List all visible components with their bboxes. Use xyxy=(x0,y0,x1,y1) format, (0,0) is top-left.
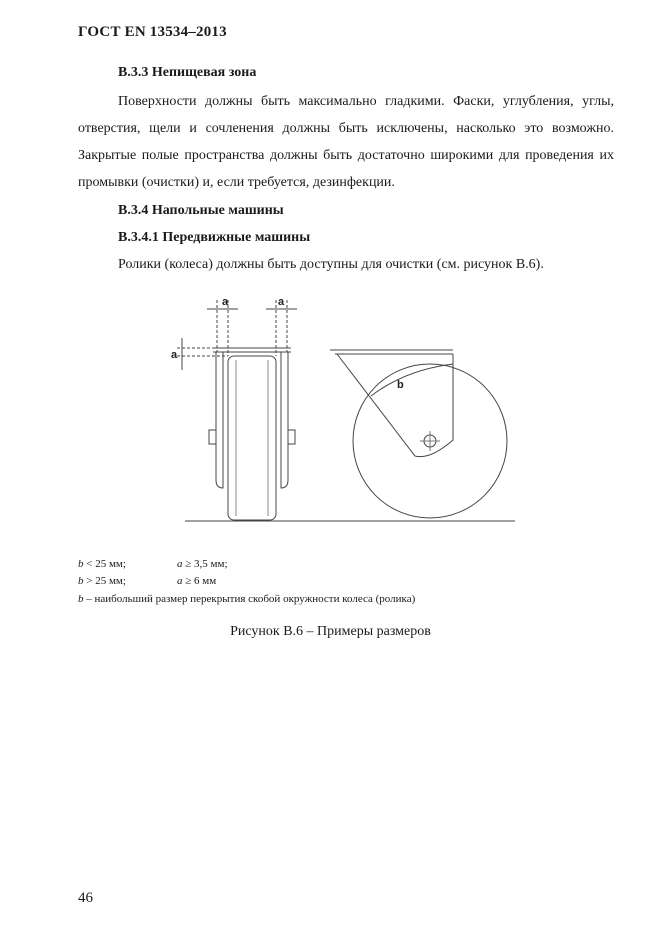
figure-caption: Рисунок B.6 – Примеры размеров xyxy=(230,624,431,639)
front-wheel xyxy=(228,356,276,520)
caster-drawing xyxy=(165,290,525,530)
label-a-right: a xyxy=(278,296,285,308)
legend-row: b > 25 мм; a ≥ 6 мм xyxy=(78,575,217,587)
page-number: 46 xyxy=(78,890,93,906)
legend-row: b < 25 мм; a ≥ 3,5 мм; xyxy=(78,558,228,570)
left-bolt xyxy=(209,430,216,444)
document-header: ГОСТ EN 13534–2013 xyxy=(78,24,227,40)
legend-note: b – наибольший размер перекрытия скобой окружности колеса (ролика) xyxy=(78,593,416,605)
fork-left xyxy=(216,352,223,488)
section-b34-title: B.3.4 Напольные машины xyxy=(118,203,284,218)
label-a-side: a xyxy=(171,349,178,361)
label-a-left: a xyxy=(222,296,229,308)
fork-right xyxy=(281,352,288,488)
right-bolt xyxy=(288,430,295,444)
figure-b6 xyxy=(165,290,525,530)
section-b33-paragraph xyxy=(78,88,614,196)
label-b: b xyxy=(397,379,404,391)
section-b341-title: B.3.4.1 Передвижные машины xyxy=(118,230,311,245)
section-b33-paragraph-text: Поверхности должны быть максимально гладкими. Фаски, углубления, углы, отверстия, щели и сочленения должны быть исключены, насколько это возможно. Закрытые полые пространства должны быть достаточно широкими для проведения их промывки (очистки) и, если требуется, дезинфекции. xyxy=(78,94,614,190)
section-b341-text: Ролики (колеса) должны быть доступны для очистки (см. рисунок B.6). xyxy=(118,257,544,272)
section-b33-title: B.3.3 Непищевая зона xyxy=(118,65,257,80)
